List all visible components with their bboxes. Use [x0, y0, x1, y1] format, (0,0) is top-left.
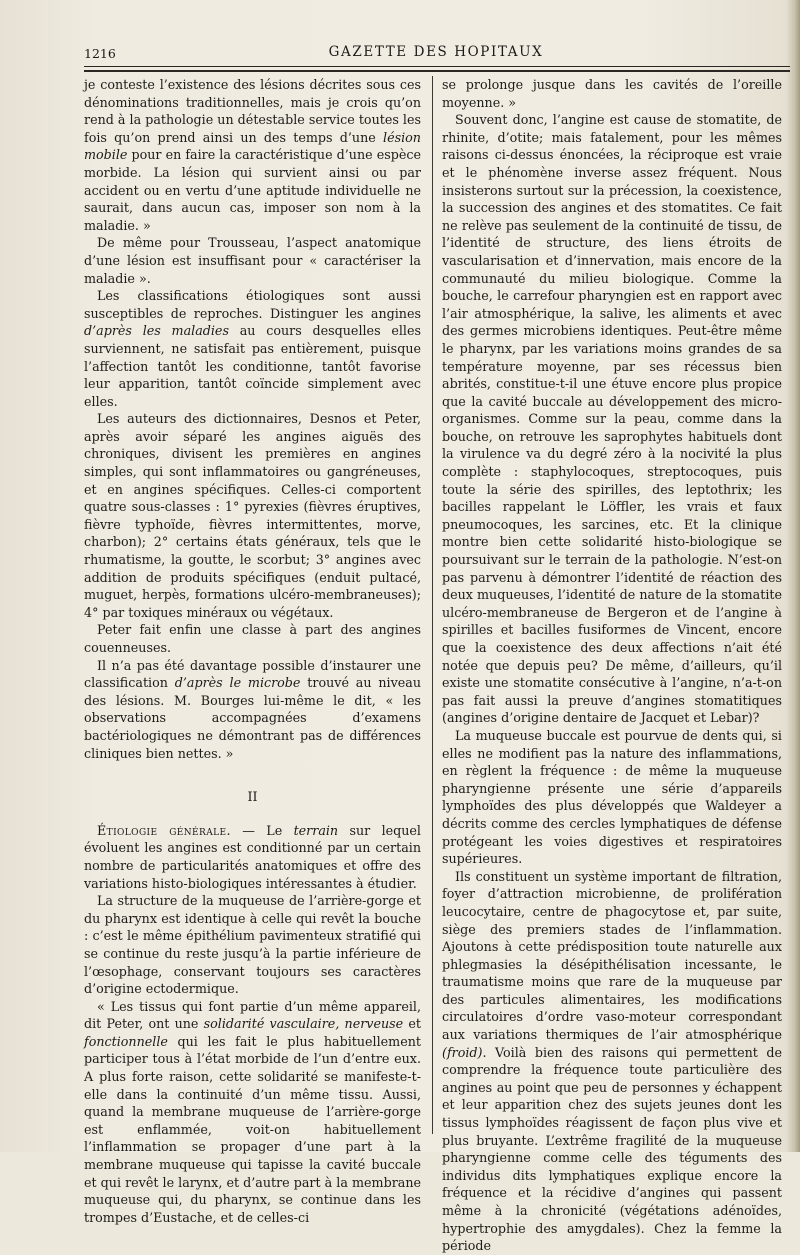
emphasis: (froid) [442, 1044, 483, 1060]
paragraph: Les classifications étiologiques sont aussi susceptibles de reproches. Distinguer les angines d’après les maladies au cours desquelles elles surviennent, ne satisfait pas entièrement, puisque l’affection tantôt les conditionne, tantôt favorise leur apparition, tantôt coïncide simplement avec elles. [84, 288, 421, 409]
left-column [84, 76, 421, 1226]
emphasis: lésion mobile [84, 129, 421, 163]
page-number: 1216 [84, 46, 116, 61]
paragraph: se prolonge jusque dans les cavités de l’oreille moyenne. » [442, 77, 782, 110]
paragraph: Souvent donc, l’angine est cause de stomatite, de rhinite, d’otite; mais fatalement, pour les mêmes raisons ci-dessus énoncées, la réciproque est vraie et le phénomène inverse assez fréquent. Nous insisterons surtout sur la précession, la coexistence, la succession des angines et des stomatites. Ce fait ne relève pas seulement de la continuité de tissu, de l’identité de structure, des liens étroits de vascularisation et d’innervation, mais encore de la communauté du milieu biologique. Comme la bouche, le carrefour pharyngien est en rapport avec l’air atmosphérique, la salive, les aliments et avec des germes microbiens identiques. Peut-être même le pharynx, par les variations moins grandes de sa température moyenne, par ses récessus bien abrités, constitue-t-il une étuve encore plus propice que la cavité buccale au développement des micro-organismes. Comme sur la peau, comme dans la bouche, on retrouve les saprophytes habituels dont la virulence va du degré zéro à la nocivité la plus complète : staphylocoques, streptocoques, puis toute la série des spirilles, des leptothrix; les bacilles rappelant le Löffler, les vrais et faux pneumocoques, les sarcines, etc. Et la clinique montre bien cette solidarité histo-biologique se poursuivant sur le terrain de la pathologie. N’est-on pas parvenu à démontrer l’identité de réaction des deux muqueuses, l’identité de nature de la stomatite ulcéro-membraneuse de Bergeron et de l’angine à spirilles et bacilles fusiformes de Vincent, encore que la coexistence des deux affections n’ait été notée que depuis peu? De même, d’ailleurs, qu’il existe une stomatite consécutive à l’angine, n’a-t-on pas fait aussi la preuve d’angines stomatitiques (angines d’origine dentaire de Jacquet et Lebar)? [442, 112, 782, 726]
emphasis: fonctionnelle [84, 1033, 168, 1049]
paragraph: Les auteurs des dictionnaires, Desnos et Peter, après avoir séparé les angines aiguës des chroniques, divisent les premières en angines simples, qui sont inflammatoires ou gangréneuses, et en angines spécifiques. Celles-ci comportent quatre sous-classes : 1° pyrexies (fièvres éruptives, fièvre typhoïde, fièvres intermittentes, morve, charbon); 2° certains états généraux, tels que le rhumatisme, la goutte, le scorbut; 3° angines avec addition de produits spécifiques (enduit pultacé, muguet, herpès, formations ulcéro-membraneuses); 4° par toxiques minéraux ou végétaux. [84, 411, 421, 620]
header-rule-thin [84, 66, 790, 67]
section-numeral: II [247, 789, 258, 805]
emphasis: terrain [293, 822, 339, 838]
paragraph: La structure de la muqueuse de l’arrière-gorge et du pharynx est identique à celle qui revêt la bouche : c’est le même épithélium pavimenteux stratifié qui se continue du reste jusqu’à la partie inférieure de l’œsophage, conservant toujours ses caractères d’origine ectodermique. [84, 893, 421, 997]
right-column [442, 76, 782, 1255]
emphasis: d’après les maladies [84, 323, 229, 339]
paragraph: Peter fait enfin une classe à part des angines couenneuses. [84, 622, 421, 655]
emphasis: d’après le microbe [174, 675, 301, 691]
paragraph: « Les tissus qui font partie d’un même appareil, dit Peter, ont une solidarité vasculaire, nerveuse et fonctionnelle qui les fait le plus habituellement participer tous à l’état morbide de l’un d’entre eux. A plus forte raison, cette solidarité se manifeste-t-elle dans la continuité d’un même tissu. Aussi, quand la membrane muqueuse de l’arrière-gorge est enflammée, voit-on habituellement l’inflammation se propager d’une part à la membrane muqueuse qui tapisse la cavité buccale et qui revêt le larynx, et d’autre part à la membrane muqueuse qui, du pharynx, se continue dans les trompes d’Eustache, et de celles-ci [84, 998, 421, 1225]
paragraph: Il n’a pas été davantage possible d’instaurer une classification d’après le microbe trouvé au niveau des lésions. M. Bourges lui-même le dit, « les observations accompagnées d’examens bactériologiques ne démontrant pas de différences cliniques bien nettes. » [84, 657, 421, 761]
paragraph: Étiologie générale. — Le terrain sur lequel évoluent les angines est conditionné par un certain nombre de particularités anatomiques et offre des variations histo-biologiques intéressantes à étudier. [84, 822, 421, 891]
paragraph: Ils constituent un système important de filtration, foyer d’attraction microbienne, de prolifération leucocytaire, centre de phagocytose et, par suite, siège des premiers stades de l’inflammation. Ajoutons à cette prédisposition toute naturelle aux phlegmasies la désépithélisation incessante, le traumatisme moins que rare de la muqueuse par des particules alimentaires, les modifications circulatoires d’ordre vaso-moteur correspondant aux variations thermiques de l’air atmosphérique (froid). Voilà bien des raisons qui permettent de comprendre la fréquence toute particulière des angines au point que peu de personnes y échappent et leur apparition chez des sujets jeunes dont les tissus lymphoïdes réagissent de façon plus vive et plus bruyante. L’extrême fragilité de la muqueuse pharyngienne comme celle des téguments des individus dits lymphatiques explique encore la fréquence et la récidive d’angines qui passent même à la chronicité (végétations adénoïdes, hypertrophie des amygdales). Chez la femme la période [442, 868, 782, 1254]
page-header [84, 42, 788, 66]
paragraph: La muqueuse buccale est pourvue de dents qui, si elles ne modifient pas la nature des inflammations, en règlent la fréquence : de même la muqueuse pharyngienne présente une série d’appareils lymphoïdes des plus développés que Waldeyer a décrits comme des cercles lymphatiques de défense protégeant les voies digestives et respiratoires supérieures. [442, 727, 782, 867]
paragraph: De même pour Trousseau, l’aspect anatomique d’une lésion est insuffisant pour « caractériser la maladie ». [84, 235, 421, 286]
page-edge [786, 0, 800, 1152]
section-heading: Étiologie générale. [97, 822, 231, 838]
emphasis: solidarité vasculaire, nerveuse [203, 1016, 404, 1032]
header-rule-thick [84, 70, 790, 72]
paragraph: je conteste l’existence des lésions décrites sous ces dénominations traditionnelles, mais je crois qu’on rend à la pathologie un détestable service toutes les fois qu’on prend ainsi un des temps d’une lésion mobile pour en faire la caractéristique d’une espèce morbide. La lésion qui survient ainsi ou par accident ou en vertu d’une aptitude individuelle ne saurait, dans aucun cas, imposer son nom à la maladie. » [84, 77, 421, 233]
running-title: GAZETTE DES HOPITAUX [328, 44, 544, 60]
column-divider [432, 76, 433, 1134]
